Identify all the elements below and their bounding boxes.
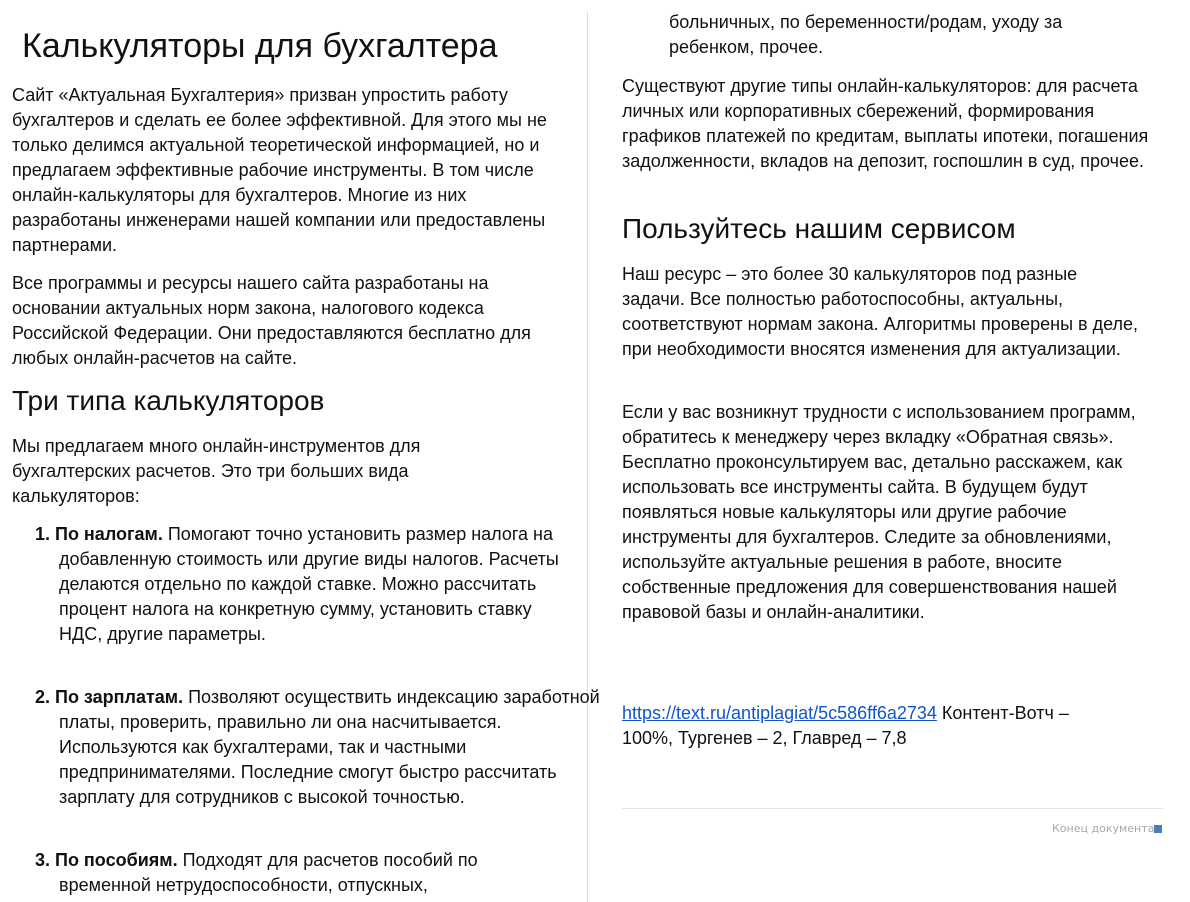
intro-paragraph-1: Сайт «Актуальная Бухгалтерия» призван упростить работу бухгалтеров и сделать ее более эффективной. Для этого мы не только делимся актуальной теоретической информацией, но и предлагаем эффективные рабочие инструменты. В том числе онлайн-калькуляторы для бухгалтеров. Многие из них разработаны инженерами нашей компании или предоставлены партнерами. <box>12 85 547 255</box>
list-item-taxes <box>12 522 569 647</box>
page-title: Калькуляторы для бухгалтера <box>22 27 498 65</box>
other-types-paragraph: Существуют другие типы онлайн-калькуляторов: для расчета личных или корпоративных сбережений, формирования графиков платежей по кредитам, выплаты ипотеки, погашения задолженности, вкладов на депозит, госпошлин в суд, прочее. <box>622 76 1149 171</box>
list-item-text: Помогают точно установить размер налога на добавленную стоимость или другие виды налогов. Расчеты делаются отдельно по каждой ставке. Можно рассчитать процент налога на конкретную сумму, установить ставку НДС, другие параметры. <box>59 524 559 644</box>
service-paragraph-2: Если у вас возникнут трудности с использованием программ, обратитесь к менеджеру через вкладку «Обратная связь». Бесплатно проконсультируем вас, детально расскажем, как использовать все инструменты сайта. В будущем будут появляться новые калькуляторы или другие рабочие инструменты для бухгалтеров. Следите за обновлениями, используйте актуальные решения в работе, вносите собственные предложения для совершенствования нашей правовой базы и онлайн-аналитики. <box>622 402 1136 622</box>
list-item-text: Позволяют осуществить индексацию заработной платы, проверить, правильно ли она насчитывается. Используются как бухгалтерами, так и частными предпринимателями. Последние смогут быстро рассчитать зарплату для сотрудников с высокой точностью. <box>59 687 600 807</box>
list-continuation: больничных, по беременности/родам, уходу за ребенком, прочее. <box>669 12 1063 57</box>
list-item-title: По пособиям. <box>55 850 178 870</box>
section-intro: Мы предлагаем много онлайн-инструментов для бухгалтерских расчетов. Это три больших вида калькуляторов: <box>12 436 421 506</box>
source-line <box>622 701 1122 751</box>
list-number: 1. <box>35 524 51 544</box>
end-of-document-label: Конец документа <box>1052 822 1155 835</box>
document-end-rule <box>622 808 1163 809</box>
list-item-text: Подходят для расчетов пособий по временной нетрудоспособности, отпускных, <box>59 850 478 895</box>
list-number: 3. <box>35 850 51 870</box>
list-item-salaries <box>12 685 604 810</box>
source-metrics: Контент-Вотч – 100%, Тургенев – 2, Главред – 7,8 <box>622 703 1069 748</box>
service-paragraph-1: Наш ресурс – это более 30 калькуляторов под разные задачи. Все полностью работоспособны, актуальны, соответствуют нормам закона. Алгоритмы проверены в деле, при необходимости вносятся изменения для актуализации. <box>622 264 1139 359</box>
list-item-benefits <box>12 848 569 898</box>
end-of-document-marker-icon <box>1154 825 1162 833</box>
list-number: 2. <box>35 687 51 707</box>
section-heading-types: Три типа калькуляторов <box>12 385 325 416</box>
section-heading-service: Пользуйтесь нашим сервисом <box>622 213 1016 244</box>
intro-paragraph-2: Все программы и ресурсы нашего сайта разработаны на основании актуальных норм закона, налогового кодекса Российской Федерации. Они предоставляются бесплатно для любых онлайн-расчетов на сайте. <box>12 273 531 368</box>
list-item-title: По налогам. <box>55 524 163 544</box>
antiplagiat-link[interactable]: https://text.ru/antiplagiat/5c586ff6a2734 <box>622 703 937 723</box>
list-item-title: По зарплатам. <box>55 687 184 707</box>
